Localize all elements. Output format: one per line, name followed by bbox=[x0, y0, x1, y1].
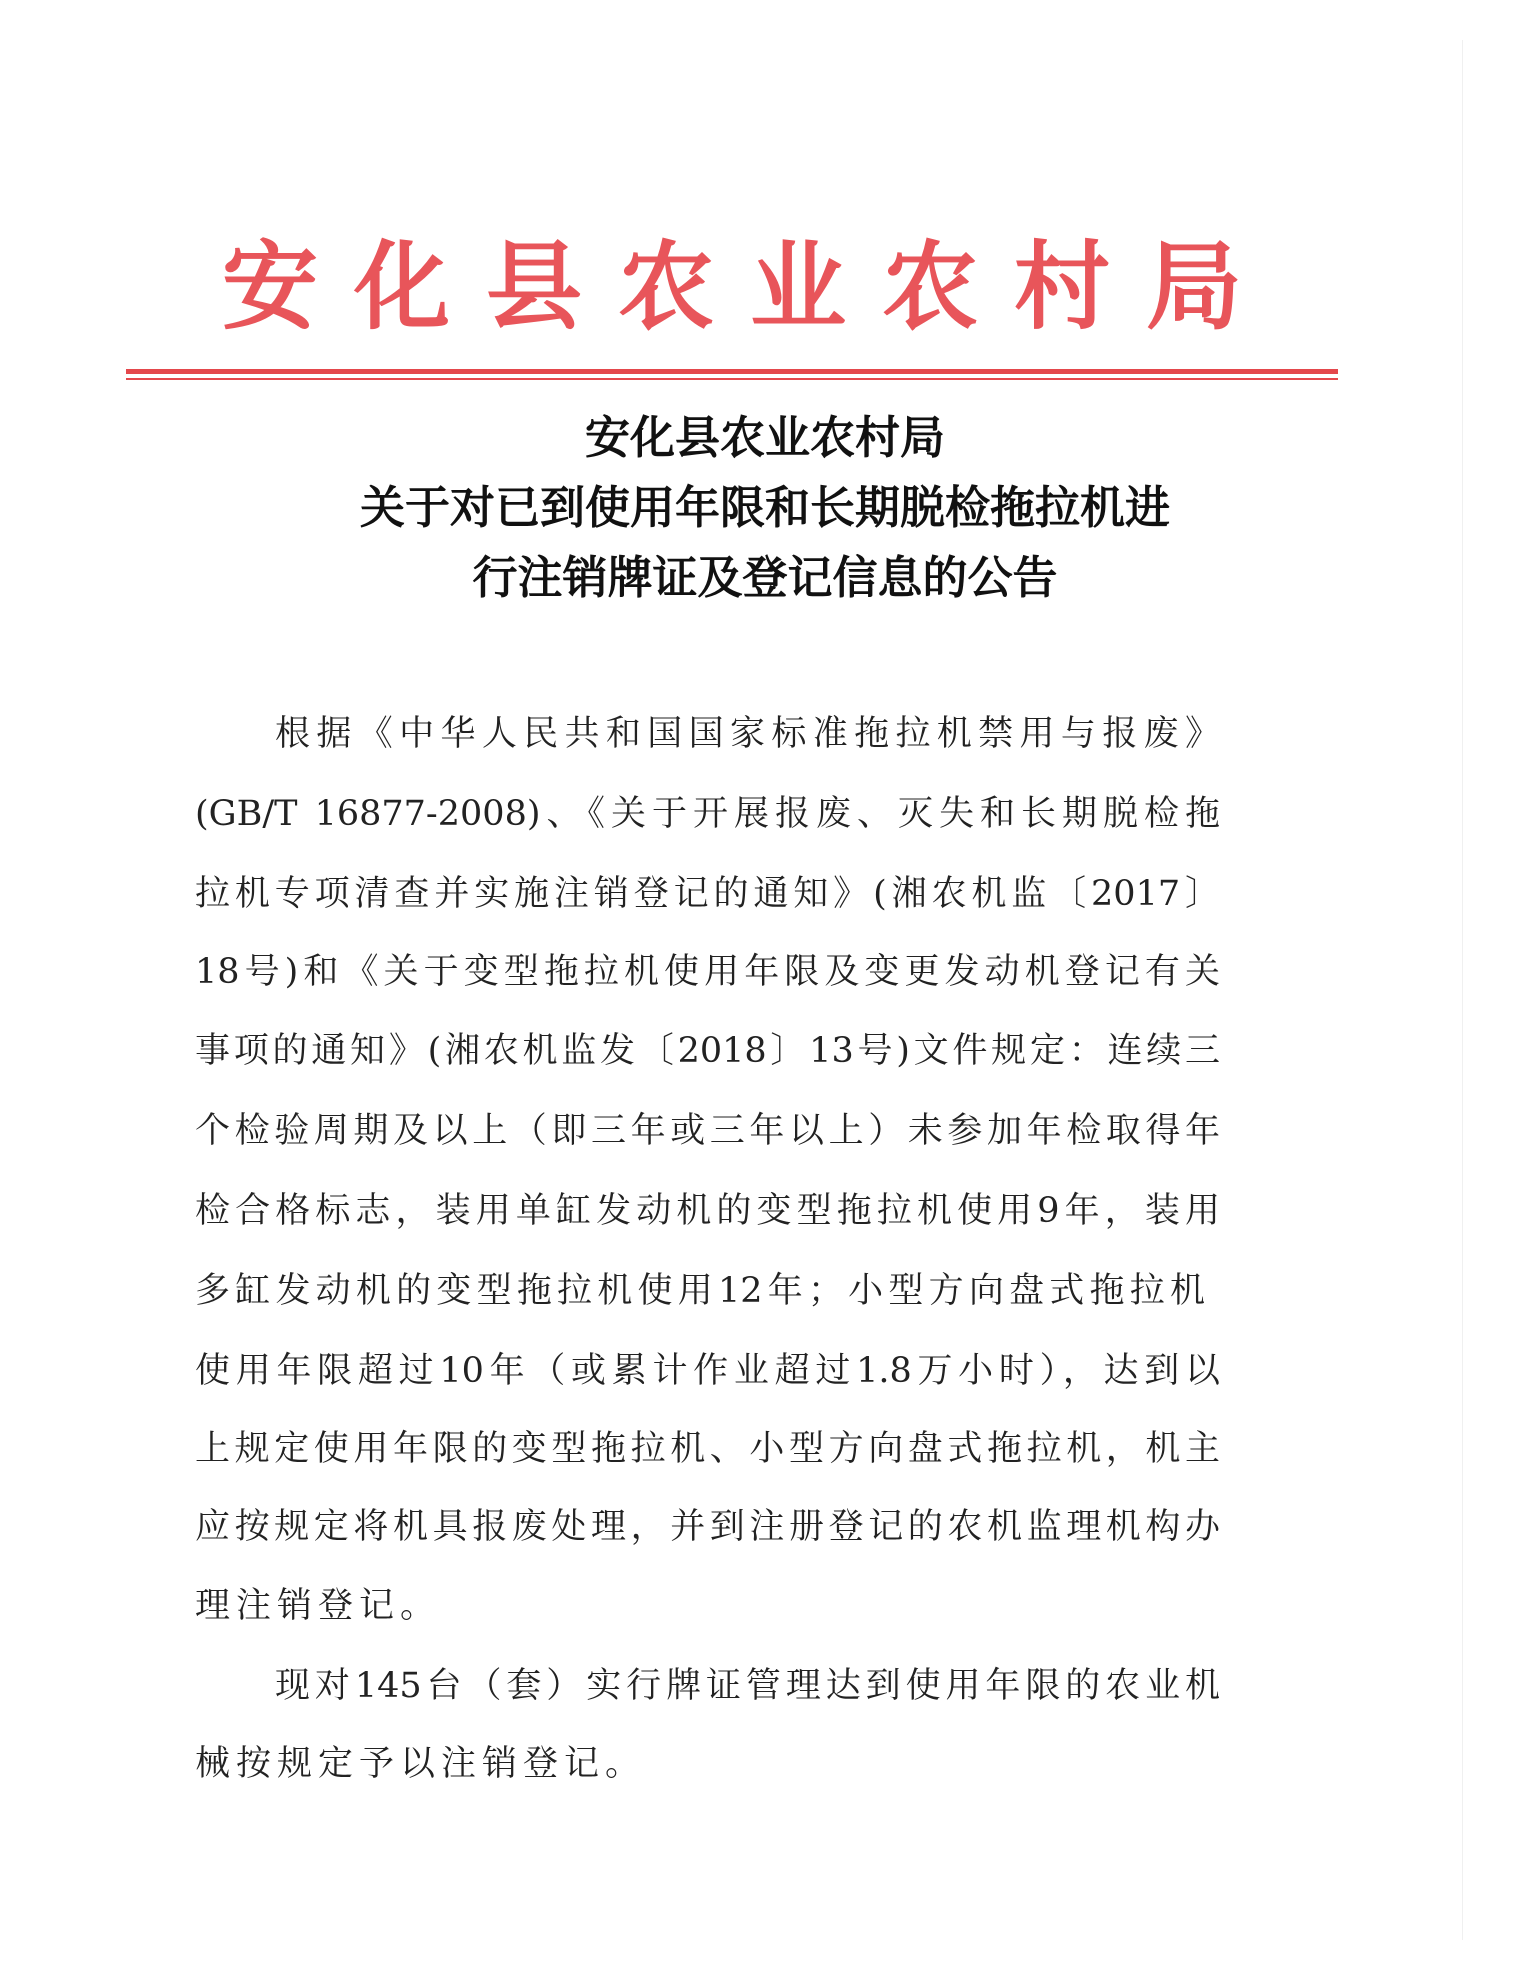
masthead-char: 业 bbox=[750, 230, 846, 343]
document-title-line: 安化县农业农村局 bbox=[584, 411, 945, 464]
body-line: 根据《中华人民共和国国家标准拖拉机禁用与报废》 bbox=[275, 714, 1220, 754]
body-line: 械按规定予以注销登记。 bbox=[195, 1744, 647, 1784]
body-line: 检合格标志，装用单缸发动机的变型拖拉机使用9年，装用 bbox=[195, 1191, 1220, 1231]
masthead-char: 安 bbox=[222, 230, 318, 343]
masthead-char: 农 bbox=[882, 230, 978, 343]
masthead-char: 局 bbox=[1146, 230, 1242, 343]
letterhead-masthead bbox=[222, 232, 1242, 342]
body-line: 理注销登记。 bbox=[195, 1586, 442, 1626]
body-line: 拉机专项清查并实施注销登记的通知》(湘农机监〔2017〕 bbox=[195, 874, 1220, 914]
document-title-line: 关于对已到使用年限和长期脱检拖拉机进 bbox=[359, 481, 1170, 534]
scan-artifact-line bbox=[1462, 40, 1463, 1940]
body-line: 个检验周期及以上（即三年或三年以上）未参加年检取得年 bbox=[195, 1111, 1220, 1151]
body-line: 使用年限超过10年（或累计作业超过1.8万小时），达到以 bbox=[195, 1351, 1220, 1391]
red-divider-thick bbox=[126, 369, 1338, 374]
body-line: 多缸发动机的变型拖拉机使用12年；小型方向盘式拖拉机 bbox=[195, 1271, 1205, 1311]
masthead-char: 县 bbox=[486, 230, 582, 343]
masthead-char: 化 bbox=[354, 230, 450, 343]
body-line: 现对145台（套）实行牌证管理达到使用年限的农业机 bbox=[275, 1666, 1220, 1706]
body-line: 事项的通知》(湘农机监发〔2018〕13号)文件规定：连续三 bbox=[195, 1031, 1220, 1071]
body-line: 上规定使用年限的变型拖拉机、小型方向盘式拖拉机，机主 bbox=[195, 1429, 1220, 1469]
red-divider-thin bbox=[126, 378, 1338, 380]
body-line: (GB/T 16877-2008)、《关于开展报废、灭失和长期脱检拖 bbox=[195, 794, 1220, 834]
masthead-char: 村 bbox=[1014, 230, 1110, 343]
masthead-char: 农 bbox=[618, 230, 714, 343]
body-line: 18号)和《关于变型拖拉机使用年限及变更发动机登记有关 bbox=[195, 952, 1220, 992]
body-line: 应按规定将机具报废处理，并到注册登记的农机监理机构办 bbox=[195, 1507, 1220, 1547]
document-title-line: 行注销牌证及登记信息的公告 bbox=[472, 551, 1058, 604]
